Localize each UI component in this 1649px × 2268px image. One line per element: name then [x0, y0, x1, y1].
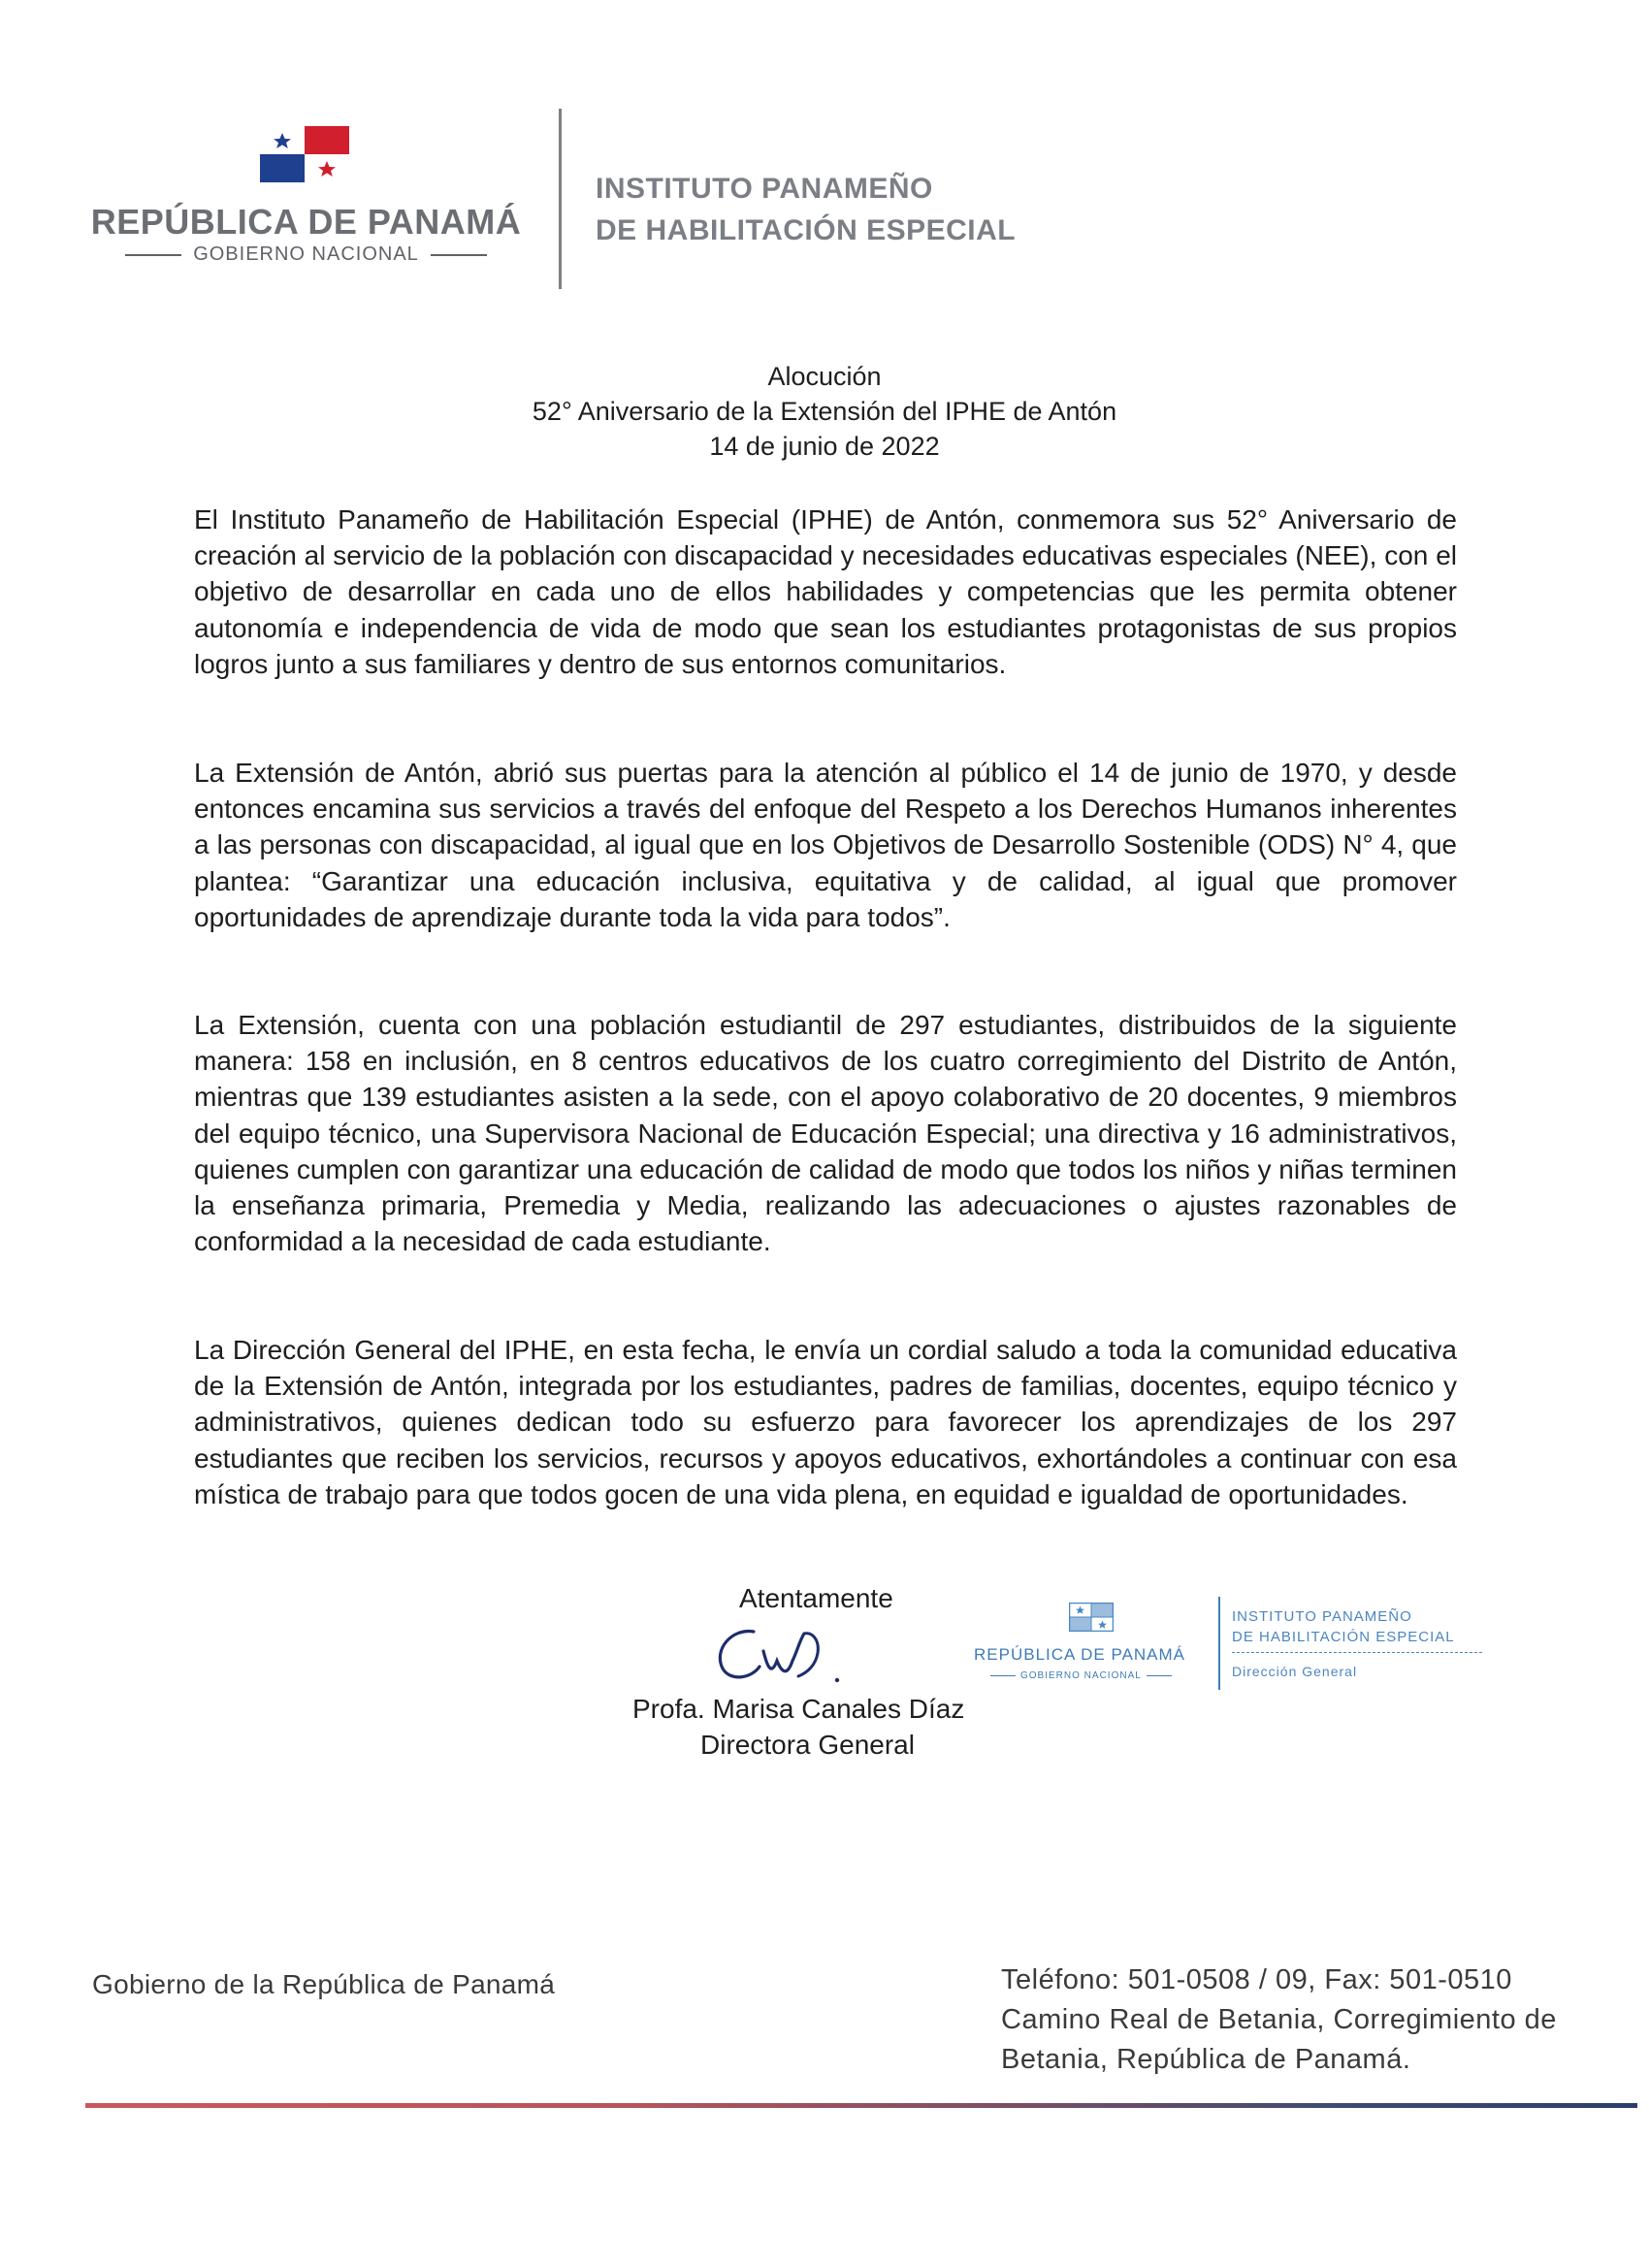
footer-government: Gobierno de la República de Panamá — [92, 1969, 556, 1999]
stamp-gobierno — [986, 1670, 1177, 1681]
document-subtitle: 52° Aniversario de la Extensión del IPHE de Antón — [532, 397, 1117, 426]
document-title: Alocución — [767, 362, 882, 391]
stamp-gobierno-text: GOBIERNO NACIONAL — [1020, 1670, 1142, 1681]
header-divider — [559, 109, 562, 289]
body-paragraph-1: El Instituto Panameño de Habilitación Especial (IPHE) de Antón, conmemora sus 52° Aniversario de creación al servicio de la población con discapacidad y necesidades educativas especiales (NEE), con el objetivo de desarrollar en cada uno de ellos habilidades y competencias que les permita obtener autonomía e independencia de vida de modo que sean los estudiantes protagonistas de sus propios logros junto a sus familiares y dentro de sus entornos comunitarios. — [194, 504, 1457, 679]
footer-color-bar — [85, 2103, 1637, 2108]
body-paragraph-3: La Extensión, cuenta con una población estudiantil de 297 estudiantes, distribuidos de la siguiente manera: 158 en inclusión, en 8 centros educativos de los cuatro corregimiento del Distrito de Antón, mientras que 139 estudiantes asisten a la sede, con el apoyo colaborativo de 20 docentes, 9 miembros del equipo técnico, una Supervisora Nacional de Educación Especial; una directiva y 16 administrativos, quienes cumplen con garantizar una educación de calidad de modo que todos los niños y niñas terminen la enseñanza primaria, Premedia y Media, realizando las adecuaciones o ajustes razonables de conformidad a la necesidad de cada estudiante. — [194, 1010, 1457, 1257]
footer-address-line2: Betania, República de Panamá. — [1001, 2044, 1411, 2075]
stamp-republica: REPÚBLICA DE PANAMÁ — [974, 1645, 1186, 1664]
gobierno-nacional-text: GOBIERNO NACIONAL — [193, 243, 419, 265]
handwritten-signature — [703, 1610, 926, 1698]
body-paragraph-2: La Extensión de Antón, abrió sus puertas para la atención al público el 14 de junio de 1970, y desde entonces encamina sus servicios a través del enfoque del Respeto a los Derechos Humanos inherentes a las personas con discapacidad, al igual que en los Objetivos de Desarrollo Sostenible (ODS) N° 4, que plantea: “Garantizar una educación inclusiva, equitativa y de calidad, al igual que promover oportunidades de aprendizaje durante toda la vida para todos”. — [194, 758, 1457, 932]
republica-title: REPÚBLICA DE PANAMÁ — [90, 202, 522, 242]
stamp-department: Dirección General — [1232, 1664, 1358, 1679]
gobierno-nacional-label — [85, 243, 527, 266]
stamp-flag-icon — [1069, 1603, 1114, 1632]
footer-address-line1: Camino Real de Betania, Corregimiento de — [1001, 2004, 1557, 2035]
signer-role: Directora General — [700, 1730, 915, 1760]
footer-phone: Teléfono: 501-0508 / 09, Fax: 501-0510 — [1001, 1964, 1512, 1995]
divider-dash — [125, 254, 181, 256]
institute-name-line2: DE HABILITACIÓN ESPECIAL — [596, 214, 1017, 246]
stamp-divider — [1218, 1597, 1220, 1690]
body-paragraph-4: La Dirección General del IPHE, en esta fecha, le envía un cordial saludo a toda la comunidad educativa de la Extensión de Antón, integrada por los estudiantes, padres de familias, docentes, equipo técnico y administrativos, quienes dedican todo su esfuerzo para favorecer los aprendizajes de los 297 estudiantes que reciben los servicios, recursos y apoyos educativos, exhortándoles a continuar con esa mística de trabajo para que todos gocen de una vida plena, en equidad e igualdad de oportunidades. — [194, 1335, 1457, 1509]
stamp-institute-line2: DE HABILITACIÓN ESPECIAL — [1232, 1629, 1455, 1645]
divider-dash — [1147, 1675, 1172, 1676]
stamp-rule — [1232, 1652, 1482, 1653]
panama-flag-icon — [260, 126, 349, 182]
divider-dash — [990, 1675, 1016, 1676]
closing-salutation: Atentamente — [739, 1583, 893, 1613]
document-date: 14 de junio de 2022 — [709, 432, 940, 461]
institute-name-line1: INSTITUTO PANAMEÑO — [596, 173, 933, 205]
stamp-institute-line1: INSTITUTO PANAMEÑO — [1232, 1608, 1412, 1625]
divider-dash — [431, 254, 487, 256]
signer-name: Profa. Marisa Canales Díaz — [632, 1694, 965, 1724]
